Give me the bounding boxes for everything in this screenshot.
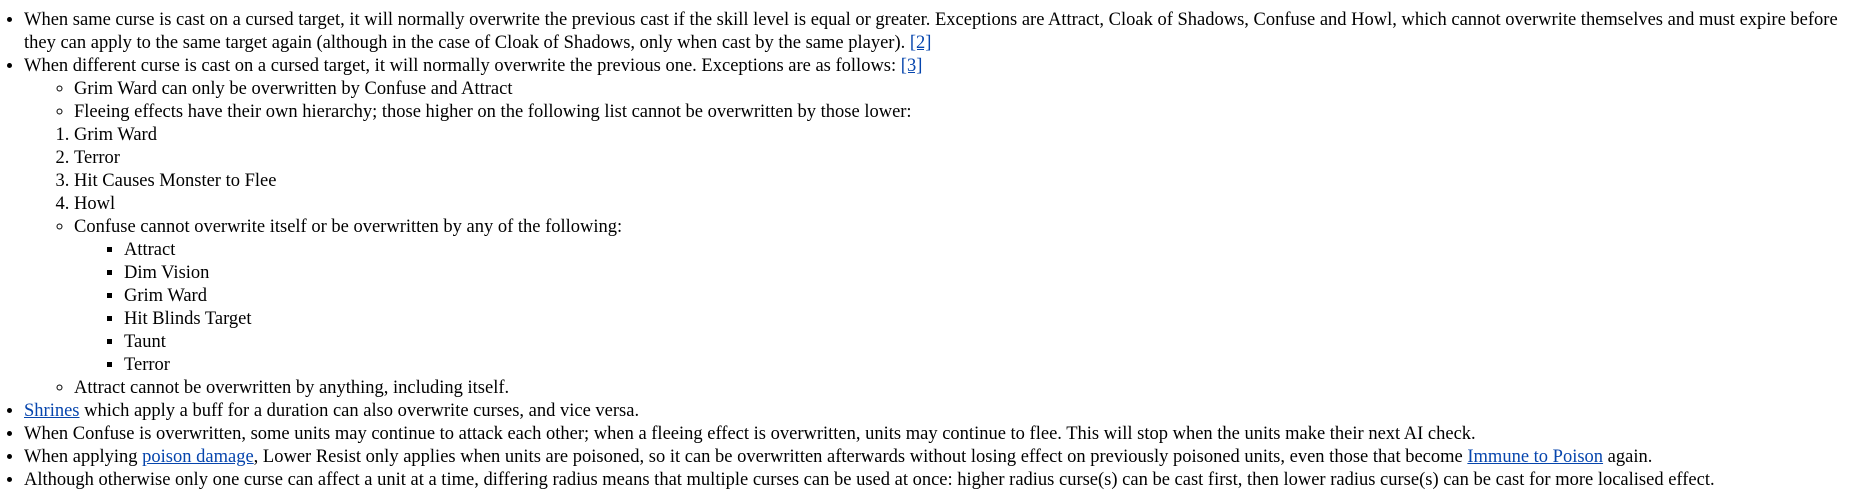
list-item: ▪ Terror	[124, 354, 1864, 377]
list-item: ▪ Taunt	[124, 331, 1864, 354]
exceptions-list-continued	[24, 216, 1864, 400]
list-item	[24, 9, 1864, 55]
list-item-text: , Lower Resist only applies when units are poisoned, so it can be overwritten afterwards without losing effect on previously poisoned units, even those that become	[253, 447, 1468, 467]
list-item: 4. Howl	[74, 193, 1864, 216]
flee-hierarchy-list	[24, 124, 1864, 216]
list-item: 1. Grim Ward	[74, 124, 1864, 147]
list-item: ▪ Grim Ward	[124, 285, 1864, 308]
list-item-text: Confuse cannot overwrite itself or be overwritten by any of the following:	[74, 217, 623, 237]
list-item-text: Although otherwise only one curse can affect a unit at a time, differing radius means that multiple curses can be used at once: higher radius curse(s) can be cast first, then lower radius curse(s) can be cast for more localised effect.	[24, 470, 1715, 490]
list-item-text: When different curse is cast on a cursed target, it will normally overwrite the previous one. Exceptions are as follows:	[24, 56, 901, 76]
list-item: 2. Terror	[74, 147, 1864, 170]
shrines-link[interactable]: Shrines	[24, 401, 80, 421]
list-item-text: which apply a buff for a duration can also overwrite curses, and vice versa.	[79, 401, 640, 421]
confuse-exceptions-list	[74, 239, 1864, 377]
list-item: ▪ Attract	[124, 239, 1864, 262]
list-item	[24, 400, 1864, 423]
poison-damage-link[interactable]: poison damage	[142, 447, 254, 467]
list-item: 3. Hit Causes Monster to Flee	[74, 170, 1864, 193]
reference-link-2[interactable]: [2]	[909, 33, 932, 53]
list-item-text: again.	[1603, 447, 1653, 467]
list-item-text: When applying	[24, 447, 143, 467]
list-item	[24, 423, 1864, 446]
list-item	[24, 469, 1864, 492]
list-item	[24, 55, 1864, 400]
list-item: ◦ Grim Ward can only be overwritten by Confuse and Attract	[74, 78, 1864, 101]
immune-to-poison-link[interactable]: Immune to Poison	[1467, 447, 1604, 467]
list-item-text: When same curse is cast on a cursed target, it will normally overwrite the previous cast if the skill level is equal or greater. Exceptions are Attract, Cloak of Shadows, Confuse and Howl, which cannot overwrite themselves and must expire before they can apply to the same target again (although in the case of Cloak of Shadows, only when cast by the same player).	[24, 10, 1838, 53]
list-item: ▪ Dim Vision	[124, 262, 1864, 285]
list-item: ◦ Attract cannot be overwritten by anything, including itself.	[74, 377, 1864, 400]
list-item-text: When Confuse is overwritten, some units may continue to attack each other; when a fleeing effect is overwritten, units may continue to flee. This will stop when the units make their next AI check.	[24, 424, 1476, 444]
reference-link-3[interactable]: [3]	[900, 56, 923, 76]
exceptions-list	[24, 78, 1864, 124]
list-item	[24, 446, 1864, 469]
list-item	[74, 216, 1864, 377]
curse-rules-list	[24, 9, 1864, 492]
list-item: ◦ Fleeing effects have their own hierarchy; those higher on the following list cannot be overwritten by those lower:	[74, 101, 1864, 124]
list-item: ▪ Hit Blinds Target	[124, 308, 1864, 331]
